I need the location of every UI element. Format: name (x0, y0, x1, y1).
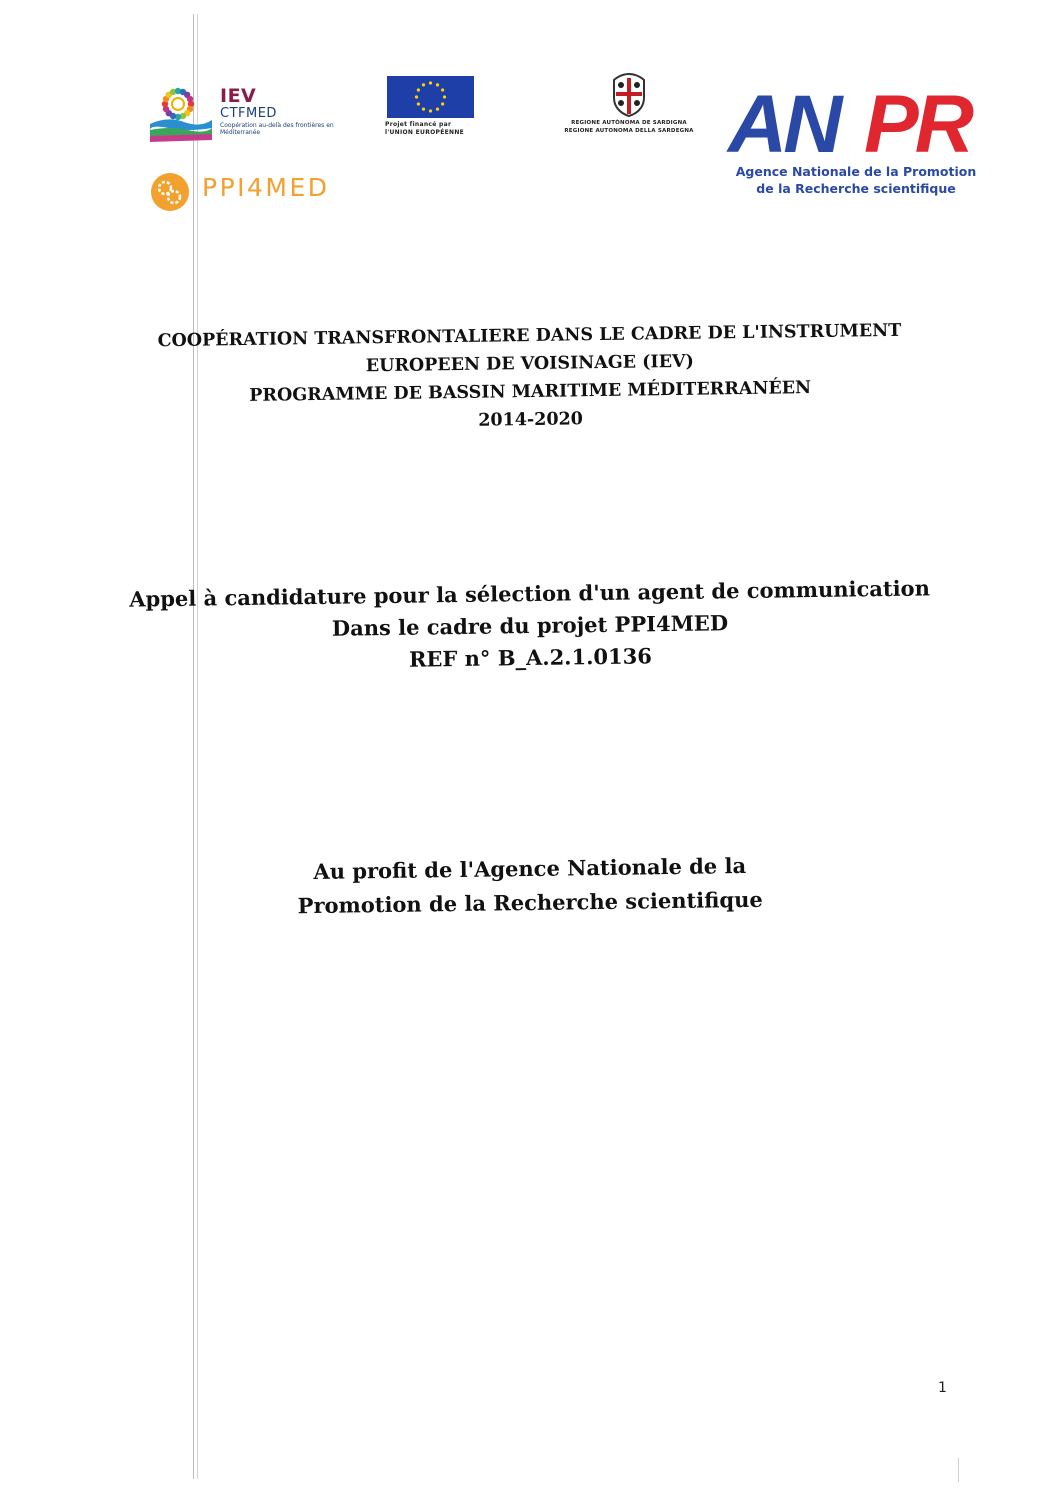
gears-icon (150, 172, 190, 212)
eu-star-icon (441, 88, 444, 91)
eu-flag-icon (387, 76, 474, 118)
eu-star-icon (422, 108, 425, 111)
iev-title: IEV (220, 85, 257, 107)
eu-star-icon (415, 95, 418, 98)
eu-star-icon (429, 109, 432, 112)
anpr-logo (716, 82, 996, 202)
call-line2: Dans le cadre du projet PPI4MED (331, 610, 729, 641)
iev-tagline: Coopération au-delà des frontières en Méditerranée (220, 122, 334, 136)
sardegna-line2: REGIONE AUTONOMA DELLA SARDEGNA (564, 128, 694, 134)
header-line3: PROGRAMME DE BASSIN MARITIME MÉDITERRANÉEN (249, 378, 812, 406)
header-line1: COOPÉRATION TRANSFRONTALIERE DANS LE CADRE DE L'INSTRUMENT (157, 320, 902, 352)
anpr-mark-icon (724, 82, 976, 160)
eu-star-icon (417, 102, 420, 105)
beneficiary (120, 846, 941, 925)
sun-ray-icon (187, 96, 193, 102)
eu-star-icon (429, 81, 432, 84)
call-reference: REF n° B_A.2.1.0136 (408, 643, 653, 672)
header-line4: 2014-2020 (478, 409, 584, 431)
iev-subtitle: CTFMED (220, 106, 277, 121)
sardegna-line1: REGIONE AUTÒNOMA DE SARDIGNA (571, 120, 687, 126)
ppi4med-logo (150, 172, 410, 212)
svg-text:PR: PR (864, 82, 970, 160)
beneficiary-line1: Au profit de l'Agence Nationale de la (313, 852, 747, 885)
program-header (119, 316, 940, 439)
ppi4med-name: PPI4MED (202, 173, 330, 202)
svg-text:AN: AN (728, 82, 839, 160)
sardegna-logo (548, 72, 710, 142)
beneficiary-line2: Promotion de la Recherche scientifique (297, 886, 763, 919)
anpr-line1: Agence Nationale de la Promotion (735, 164, 977, 179)
scan-margin-line (193, 14, 194, 1479)
eu-star-icon (436, 108, 439, 111)
scan-margin-line (958, 1458, 959, 1482)
scan-margin-line (197, 14, 198, 1479)
header-line2: EUROPEEN DE VOISINAGE (IEV) (365, 351, 694, 377)
anpr-line2: de la Recherche scientifique (756, 181, 956, 196)
eu-logo (384, 76, 476, 146)
iev-sun-icon (148, 82, 214, 144)
call-for-applications (119, 572, 940, 679)
eu-star-icon (443, 95, 446, 98)
eu-caption-line1: Projet financé par (385, 121, 452, 128)
call-line1: Appel à candidature pour la sélection d'un agent de communication (129, 575, 931, 612)
eu-star-icon (417, 88, 420, 91)
page-number: 1 (938, 1380, 947, 1396)
sardegna-crest-icon (606, 72, 652, 118)
iev-ctfmed-logo (148, 82, 348, 148)
eu-star-icon (422, 83, 425, 86)
eu-star-icon (436, 83, 439, 86)
eu-star-icon (441, 102, 444, 105)
eu-caption-line2: l'UNION EUROPÉENNE (385, 129, 465, 136)
